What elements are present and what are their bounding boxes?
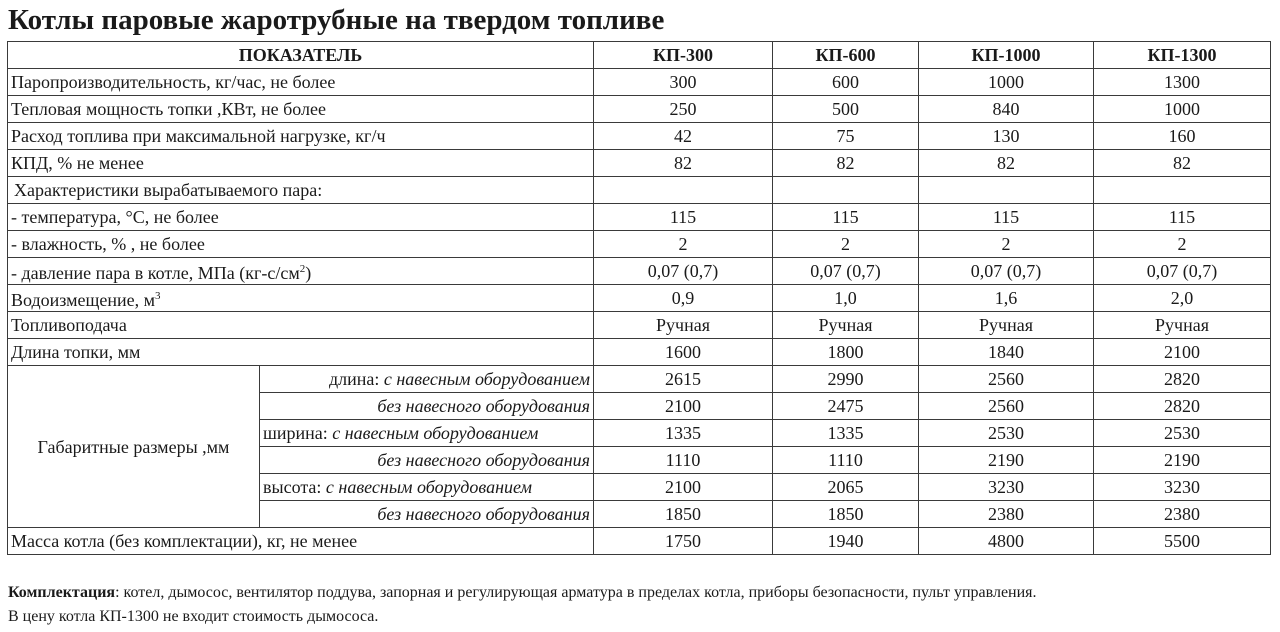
table-row — [8, 150, 1271, 177]
dimension-variant: без навесного оборудования — [377, 504, 590, 524]
table-row — [8, 312, 1271, 339]
kit-text: : котел, дымосос, вентилятор поддува, запорная и регулирующая арматура в пределах котла, приборы безопасности, пульт управления. — [115, 584, 1037, 601]
row-label — [8, 258, 594, 285]
header-model: КП-1300 — [1094, 42, 1271, 69]
table-row — [8, 96, 1271, 123]
cell-value: 1600 — [594, 339, 773, 366]
row-label: Тепловая мощность топки ,КВт, не более — [8, 96, 594, 123]
dimension-label — [260, 447, 594, 474]
cell-value: 500 — [773, 96, 919, 123]
label-text-end: ) — [305, 263, 312, 283]
label-text: - давление пара в котле, МПа (кг-с/см — [11, 263, 300, 283]
cell-value: 2 — [773, 231, 919, 258]
price-note: В цену котла КП-1300 не входит стоимость дымососа. — [8, 608, 379, 625]
cell-value: 0,07 (0,7) — [594, 258, 773, 285]
cell-value: 1800 — [773, 339, 919, 366]
cell-value: 2065 — [773, 474, 919, 501]
cell-value: 1000 — [1094, 96, 1271, 123]
dimension-variant: с навесным оборудованием — [332, 423, 539, 443]
row-label: - температура, °С, не более — [8, 204, 594, 231]
row-label: КПД, % не менее — [8, 150, 594, 177]
row-label: Длина топки, мм — [8, 339, 594, 366]
cell-value: 82 — [919, 150, 1094, 177]
cell-value: 1000 — [919, 69, 1094, 96]
label-text: Водоизмещение, м — [11, 290, 156, 310]
row-label: - влажность, % , не более — [8, 231, 594, 258]
cell-value: 2100 — [1094, 339, 1271, 366]
boiler-spec-table — [7, 41, 1271, 555]
dimension-label — [260, 420, 594, 447]
dimension-label — [260, 393, 594, 420]
cell-empty — [594, 177, 773, 204]
kit-label: Комплектация — [8, 584, 116, 601]
table-row — [8, 528, 1271, 555]
cell-value: 115 — [773, 204, 919, 231]
cell-value: 115 — [594, 204, 773, 231]
cell-value: 1,6 — [919, 285, 1094, 312]
dimension-label — [260, 366, 594, 393]
row-label — [8, 285, 594, 312]
row-label: Масса котла (без комплектации), кг, не менее — [8, 528, 594, 555]
cell-value: 1850 — [594, 501, 773, 528]
table-row — [8, 204, 1271, 231]
cell-value: 82 — [1094, 150, 1271, 177]
cell-value: 1,0 — [773, 285, 919, 312]
dimension-variant: с навесным оборудованием — [325, 477, 533, 497]
cell-value: 0,07 (0,7) — [919, 258, 1094, 285]
cell-value: 2380 — [919, 501, 1094, 528]
cell-value: 250 — [594, 96, 773, 123]
page-title: Котлы паровые жаротрубные на твердом топливе — [8, 4, 665, 36]
cell-value: 75 — [773, 123, 919, 150]
cell-value: 2380 — [1094, 501, 1271, 528]
cell-value: 1750 — [594, 528, 773, 555]
cell-value: 2990 — [773, 366, 919, 393]
cell-value: 82 — [773, 150, 919, 177]
cell-value: Ручная — [773, 312, 919, 339]
cell-value: 1110 — [773, 447, 919, 474]
cell-value: 1840 — [919, 339, 1094, 366]
cell-value: 1850 — [773, 501, 919, 528]
table-row — [8, 231, 1271, 258]
cell-value: 840 — [919, 96, 1094, 123]
cell-value: 1110 — [594, 447, 773, 474]
table-row — [8, 366, 1271, 393]
cell-value: Ручная — [1094, 312, 1271, 339]
table-row — [8, 123, 1271, 150]
cell-empty — [1094, 177, 1271, 204]
cell-value: 2615 — [594, 366, 773, 393]
dimension-name: длина: — [328, 369, 380, 389]
dimensions-group-label: Габаритные размеры ,мм — [8, 366, 260, 528]
header-indicator: ПОКАЗАТЕЛЬ — [8, 42, 594, 69]
cell-value: 2820 — [1094, 393, 1271, 420]
cell-empty — [773, 177, 919, 204]
dimension-label — [260, 501, 594, 528]
cell-value: Ручная — [594, 312, 773, 339]
cell-value: 2560 — [919, 393, 1094, 420]
cell-value: 2 — [919, 231, 1094, 258]
dimension-variant: с навесным оборудованием — [383, 369, 590, 389]
dimension-variant: без навесного оборудования — [377, 396, 590, 416]
label-superscript: 2 — [299, 263, 306, 275]
cell-value: 2100 — [594, 474, 773, 501]
cell-value: 600 — [773, 69, 919, 96]
cell-value: 160 — [1094, 123, 1271, 150]
header-model: КП-1000 — [919, 42, 1094, 69]
table-row — [8, 177, 1271, 204]
cell-value: 300 — [594, 69, 773, 96]
cell-value: 2 — [1094, 231, 1271, 258]
table-row — [8, 339, 1271, 366]
kit-note — [8, 583, 1037, 603]
label-superscript: 3 — [155, 290, 161, 302]
cell-value: 115 — [1094, 204, 1271, 231]
cell-value: 1300 — [1094, 69, 1271, 96]
table-row — [8, 258, 1271, 285]
cell-value: 2190 — [919, 447, 1094, 474]
dimension-label — [260, 474, 594, 501]
header-model: КП-300 — [594, 42, 773, 69]
cell-value: 4800 — [919, 528, 1094, 555]
header-model: КП-600 — [773, 42, 919, 69]
cell-value: 5500 — [1094, 528, 1271, 555]
table-row — [8, 285, 1271, 312]
row-label: Характеристики вырабатываемого пара: — [8, 177, 594, 204]
cell-value: Ручная — [919, 312, 1094, 339]
cell-value: 1940 — [773, 528, 919, 555]
row-label: Паропроизводительность, кг/час, не более — [8, 69, 594, 96]
cell-value: 1335 — [773, 420, 919, 447]
cell-value: 2560 — [919, 366, 1094, 393]
cell-value: 0,07 (0,7) — [773, 258, 919, 285]
row-label: Расход топлива при максимальной нагрузке, кг/ч — [8, 123, 594, 150]
dimension-name: высота: — [263, 477, 322, 497]
cell-value: 130 — [919, 123, 1094, 150]
cell-value: 82 — [594, 150, 773, 177]
cell-value: 3230 — [919, 474, 1094, 501]
dimension-variant: без навесного оборудования — [377, 450, 590, 470]
row-label: Топливоподача — [8, 312, 594, 339]
cell-value: 2530 — [919, 420, 1094, 447]
cell-empty — [919, 177, 1094, 204]
cell-value: 2,0 — [1094, 285, 1271, 312]
cell-value: 2100 — [594, 393, 773, 420]
cell-value: 2475 — [773, 393, 919, 420]
cell-value: 2530 — [1094, 420, 1271, 447]
cell-value: 1335 — [594, 420, 773, 447]
header-row — [8, 42, 1271, 69]
cell-value: 2 — [594, 231, 773, 258]
cell-value: 0,9 — [594, 285, 773, 312]
cell-value: 42 — [594, 123, 773, 150]
table-row — [8, 69, 1271, 96]
cell-value: 2820 — [1094, 366, 1271, 393]
cell-value: 3230 — [1094, 474, 1271, 501]
cell-value: 0,07 (0,7) — [1094, 258, 1271, 285]
cell-value: 2190 — [1094, 447, 1271, 474]
dimension-name: ширина: — [263, 423, 328, 443]
cell-value: 115 — [919, 204, 1094, 231]
